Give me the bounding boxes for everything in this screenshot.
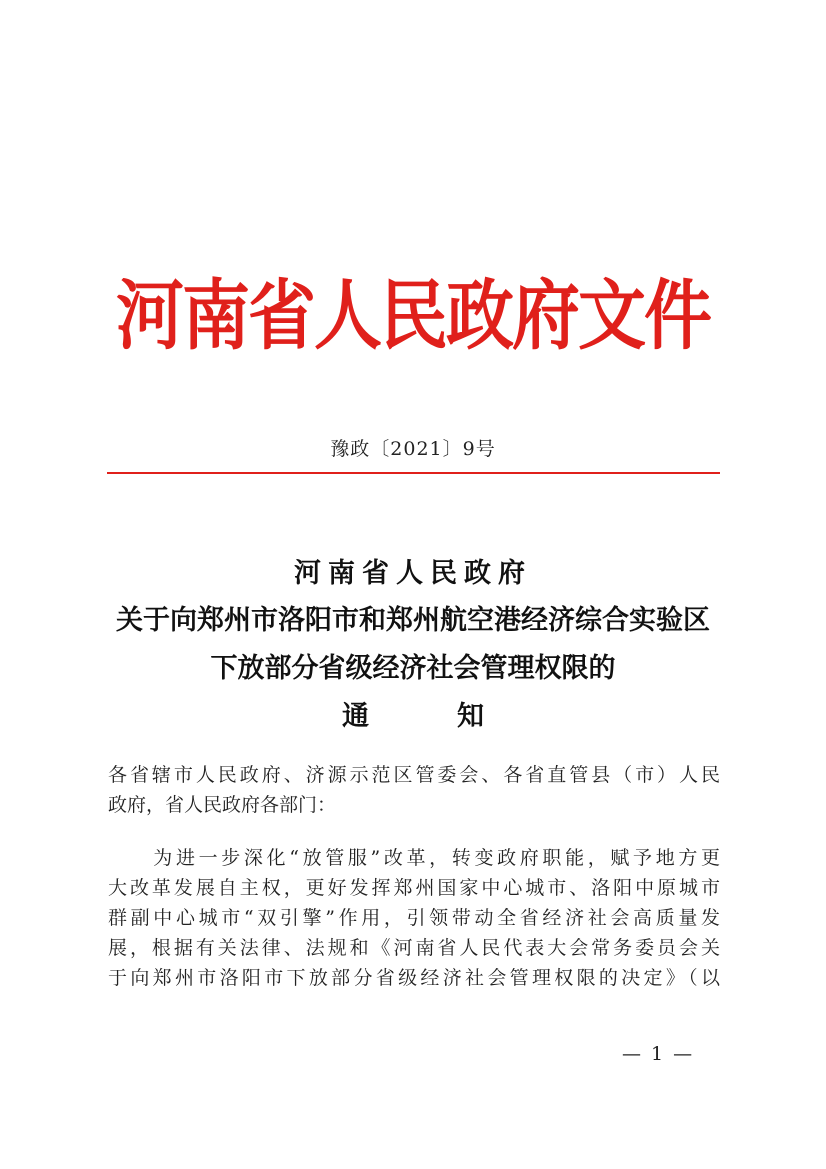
addressee-line: 政府，省人民政府各部门： (108, 794, 337, 816)
paragraph-line: 大改革发展自主权，更好发挥郑州国家中心城市、洛阳中原城市 (108, 877, 720, 899)
title-line-2: 关于向郑州市洛阳市和郑州航空港经济综合实验区 (116, 605, 710, 636)
title-line-1: 河南省人民政府 (294, 558, 532, 589)
document-masthead: 河南省人民政府文件 (115, 271, 710, 362)
red-divider-line (107, 472, 720, 474)
paragraph-line: 为进一步深化“放管服”改革，转变政府职能，赋予地方更 (108, 847, 720, 869)
title-char-zhi: 知 (457, 701, 484, 732)
body-paragraph (108, 843, 720, 993)
paragraph-line: 展，根据有关法律、法规和《河南省人民代表大会常务委员会关 (108, 937, 720, 959)
title-line-3: 下放部分省级经济社会管理权限的 (210, 653, 616, 684)
paragraph-line: 群副中心城市“双引擎”作用，引领带动全省经济社会高质量发 (108, 907, 720, 929)
title-line-4 (0, 694, 826, 733)
addressee-block (108, 760, 720, 820)
paragraph-line: 于向郑州市洛阳市下放部分省级经济社会管理权限的决定》（以 (108, 967, 720, 989)
page-number: — 1 — (622, 1043, 695, 1065)
title-char-tong: 通 (342, 701, 369, 732)
document-number: 豫政〔2021〕9号 (330, 438, 496, 460)
addressee-line: 各省辖市人民政府、济源示范区管委会、各省直管县（市）人民 (108, 764, 720, 786)
